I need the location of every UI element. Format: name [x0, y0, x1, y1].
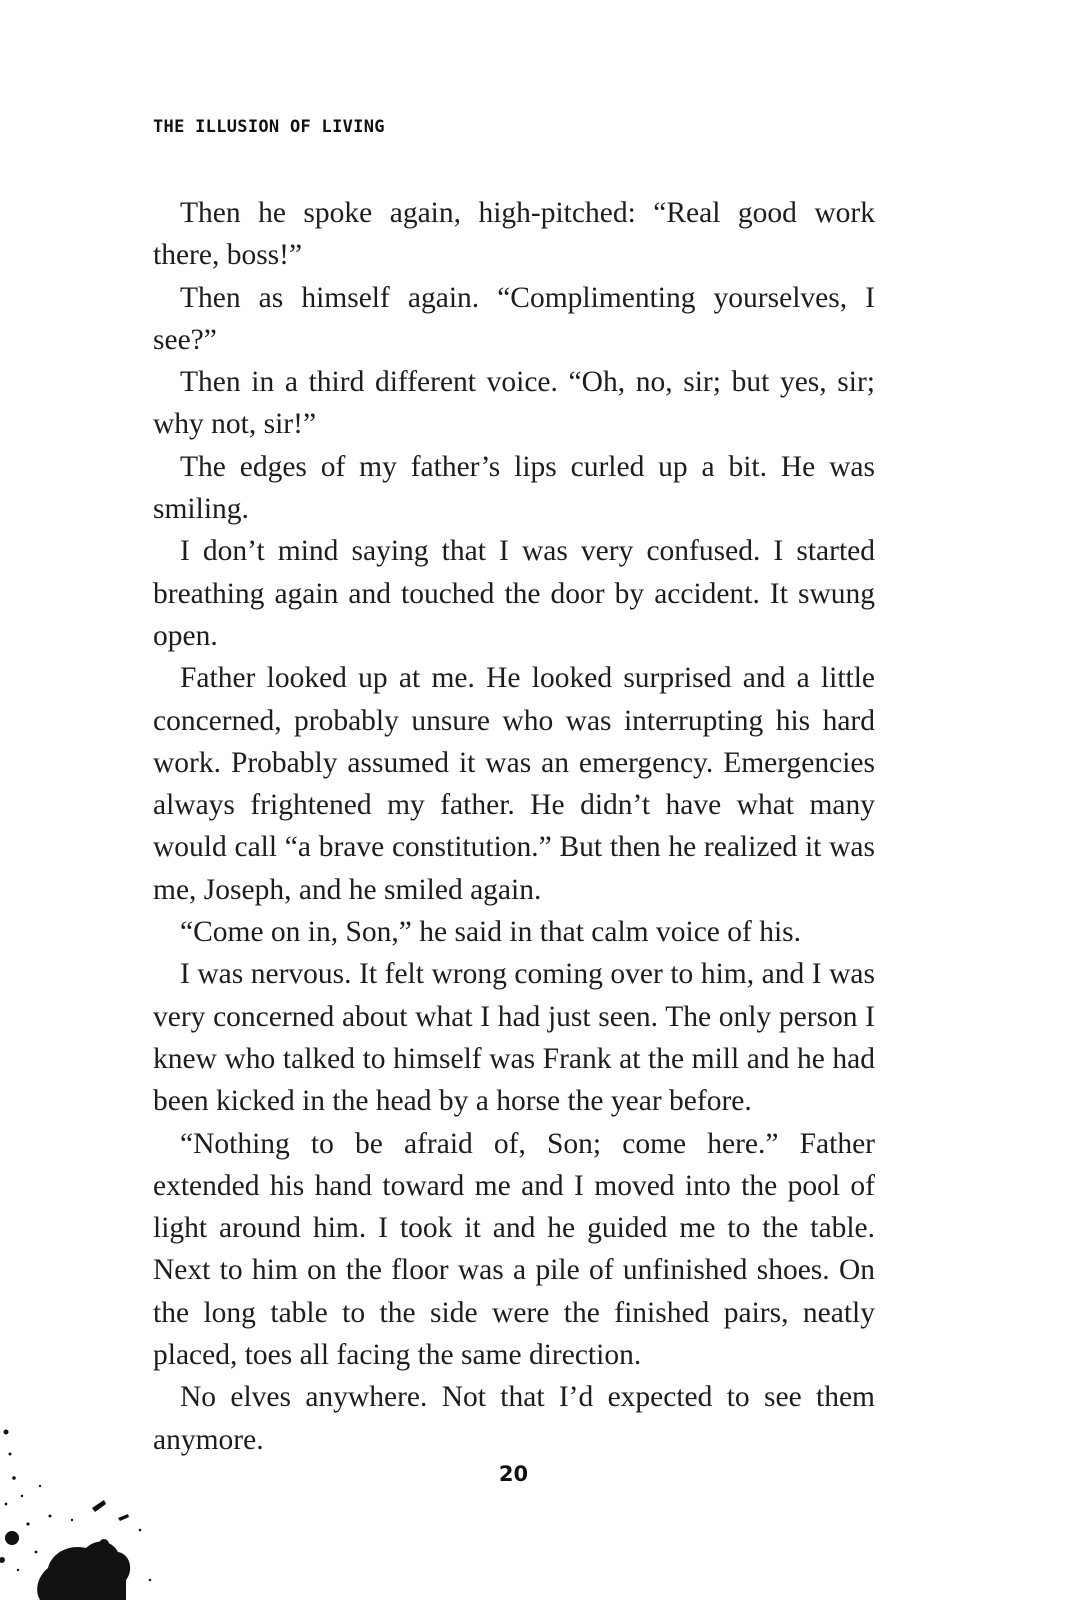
paragraph: The edges of my father’s lips curled up a bit. He was smiling.	[153, 450, 875, 526]
paragraph: Father looked up at me. He looked surprised and a little concerned, probably unsure who was interrupting his hard work. Probably assumed it was an emergency. Emergencies always frightened my father. He didn’t have what many would call “a brave constitution.” But then he realized it was me, Joseph, and he smiled again.	[153, 662, 875, 906]
paragraph: I don’t mind saying that I was very confused. I started breathing again and touched the door by accident. It swung open.	[153, 535, 875, 652]
page-body	[153, 192, 875, 1461]
paragraph: Then in a third different voice. “Oh, no, sir; but yes, sir; why not, sir!”	[153, 366, 875, 441]
page-number: 20	[498, 1462, 529, 1486]
ink-splatter-icon	[0, 1420, 170, 1600]
running-title: THE ILLUSION OF LIVING	[153, 117, 385, 137]
paragraph: “Nothing to be afraid of, Son; come here.” Father extended his hand toward me and I moved into the pool of light around him. I took it and he guided me to the table. Next to him on the floor was a pile of unfinished shoes. On the long table to the side were the finished pairs, neatly placed, toes all facing the same direction.	[153, 1127, 875, 1372]
paragraph: Then as himself again. “Complimenting yourselves, I see?”	[153, 281, 875, 356]
paragraph: Then he spoke again, high-pitched: “Real good work there, boss!”	[153, 197, 875, 272]
paragraph: No elves anywhere. Not that I’d expected to see them anymore.	[153, 1381, 875, 1456]
paragraph: “Come on in, Son,” he said in that calm voice of his.	[180, 916, 802, 949]
paragraph: I was nervous. It felt wrong coming over to him, and I was very concerned about what I had just seen. The only person I knew who talked to himself was Frank at the mill and he had been kicked in the head by a horse the year before.	[153, 958, 875, 1118]
